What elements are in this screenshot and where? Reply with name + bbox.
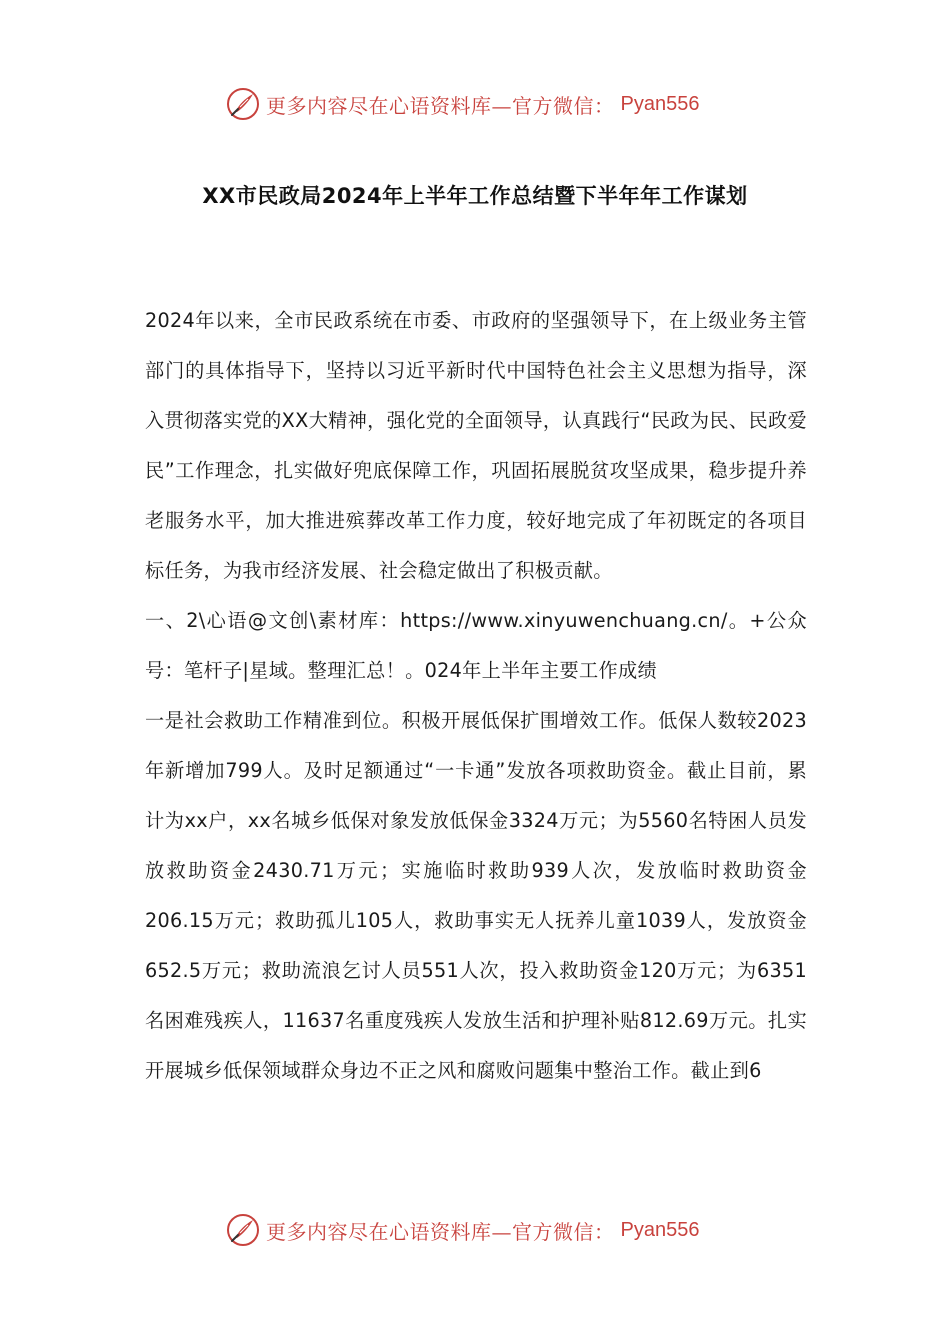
watermark-text: 更多内容尽在心语资料库—官方微信：	[266, 1219, 615, 1244]
footer-watermark	[226, 1210, 699, 1250]
paragraph-intro: 2024年以来，全市民政系统在市委、市政府的坚强领导下，在上级业务主管部门的具体指导下，坚持以习近平新时代中国特色社会主义思想为指导，深入贯彻落实党的XX大精神，强化党的全面领导，认真践行“民政为民、民政爱民”工作理念，扎实做好兜底保障工作，巩固拓展脱贫攻坚成果，稳步提升养老服务水平，加大推进殡葬改革工作力度，较好地完成了年初既定的各项目标任务，为我市经济发展、社会稳定做出了积极贡献。	[145, 309, 807, 582]
header-watermark	[226, 84, 699, 124]
watermark-wechat-id: Pyan556	[620, 1218, 700, 1241]
paragraph-social-assistance: 一是社会救助工作精准到位。积极开展低保扩围增效工作。低保人数较2023年新增加799人。及时足额通过“一卡通”发放各项救助资金。截止目前，累计为xx户，xx名城乡低保对象发放低保金3324万元；为5560名特困人员发放救助资金2430.71万元；实施临时救助939人次，发放临时救助资金206.15万元；救助孤儿105人，救助事实无人抚养儿童1039人，发放资金652.5万元；救助流浪乞讨人员551人次，投入救助资金120万元；为6351名困难残疾人，11637名重度残疾人发放生活和护理补贴812.69万元。扎实开展城乡低保领域群众身边不正之风和腐败问题集中整治工作。截止到6	[145, 709, 807, 1082]
paragraph-section-heading: 一、2\心语@文创\素材库：https://www.xinyuwenchuang.cn/。+公众号：笔杆子|星域。整理汇总！。024年上半年主要工作成绩	[145, 609, 807, 682]
document-title: XX市民政局2024年上半年工作总结暨下半年年工作谋划	[202, 184, 748, 208]
quill-pen-logo-icon	[226, 1213, 260, 1247]
document-body	[145, 296, 807, 1096]
watermark-text: 更多内容尽在心语资料库—官方微信：	[266, 93, 615, 118]
quill-pen-logo-icon	[226, 87, 260, 121]
watermark-wechat-id: Pyan556	[620, 92, 700, 115]
